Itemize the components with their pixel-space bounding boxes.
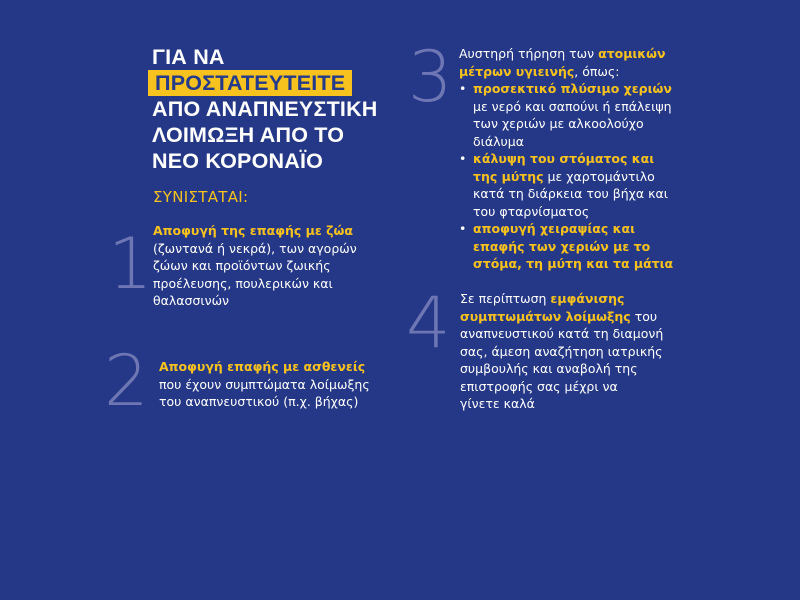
bullet-heading: • κάλυψη του στόματος και xyxy=(473,151,655,166)
bullet-heading: • προσεκτικό πλύσιμο χεριών xyxy=(473,81,672,96)
highlight: συμπτωμάτων λοίμωξης xyxy=(460,308,631,324)
highlight: ατομικών xyxy=(598,46,666,61)
text-line: γίνετε καλά xyxy=(460,396,535,411)
text-line: ζώων και προϊόντων ζωικής xyxy=(153,258,331,273)
title-line: ΛΟΙΜΩΞΗ ΑΠΟ ΤΟ xyxy=(152,123,345,147)
text-line: θαλασσινών xyxy=(153,293,230,308)
step-2-heading: Αποφυγή επαφής με ασθενείς xyxy=(159,359,366,374)
step-number-4: 4 xyxy=(406,282,451,364)
text-line: συμβουλής και αναβολή της xyxy=(460,361,638,376)
text-line: κατά τη διάρκεια του βήχα και xyxy=(473,186,668,201)
step-4-text xyxy=(460,290,663,413)
text-line: που έχουν συμπτώματα λοίμωξης xyxy=(159,376,370,392)
list-item xyxy=(459,220,673,273)
highlight: εμφάνισης xyxy=(550,291,625,306)
text-line: (ζωντανά ή νεκρά), των αγορών xyxy=(153,240,357,256)
title-line: ΝΕΟ ΚΟΡΟΝΑΪΟ xyxy=(152,149,324,173)
recommend-heading: ΣΥΝΙΣΤΑΤΑΙ: xyxy=(153,188,249,206)
step-number-1: 1 xyxy=(108,223,153,305)
list-item xyxy=(459,80,673,150)
text-line: αναπνευστικού κατά τη διαμονή xyxy=(460,326,664,341)
list-item xyxy=(459,150,673,220)
step-number-3: 3 xyxy=(408,36,453,118)
text-line: Σε περίπτωση xyxy=(460,291,551,306)
text-line: με χαρτομάντιλο xyxy=(543,168,655,184)
title-highlight: ΠΡΟΣΤΑΤΕΥΤΕΙΤΕ xyxy=(148,70,352,96)
text-line: σας, άμεση αναζήτηση ιατρικής xyxy=(460,343,663,359)
page-title xyxy=(152,44,422,174)
bullet-heading: επαφής των χεριών με το xyxy=(473,238,651,254)
hygiene-list xyxy=(459,80,673,273)
step-number-2: 2 xyxy=(104,340,149,422)
step-2-text xyxy=(159,358,370,411)
bullet-heading: στόμα, τη μύτη και τα μάτια xyxy=(473,256,674,271)
text-line: Αυστηρή τήρηση των xyxy=(459,46,599,61)
title-line: ΑΠΟ ΑΝΑΠΝΕΥΣΤΙΚΗ xyxy=(152,97,378,121)
text-line: του αναπνευστικού (π.χ. βήχας) xyxy=(159,394,359,409)
step-1-text xyxy=(153,222,357,310)
step-3-text xyxy=(459,45,673,273)
text-line: , όπως: xyxy=(574,63,620,79)
text-line: των χεριών με αλκοολούχο xyxy=(473,116,644,131)
step-1-heading: Αποφυγή της επαφής με ζώα xyxy=(153,223,353,238)
text-line: επιστροφής σας μέχρι να xyxy=(460,378,618,394)
text-line: προέλευσης, πουλερικών και xyxy=(153,275,333,291)
text-line: του xyxy=(630,308,658,324)
text-line: διάλυμα xyxy=(473,133,524,149)
highlight: της μύτης xyxy=(473,168,544,184)
text-line: με νερό και σαπούνι ή επάλειψη xyxy=(473,98,672,114)
title-line: ΓΙΑ ΝΑ xyxy=(152,45,225,69)
text-line: του φταρνίσματος xyxy=(473,203,590,219)
bullet-heading: • αποφυγή χειραψίας και xyxy=(473,221,635,236)
highlight: μέτρων υγιεινής xyxy=(459,63,575,79)
